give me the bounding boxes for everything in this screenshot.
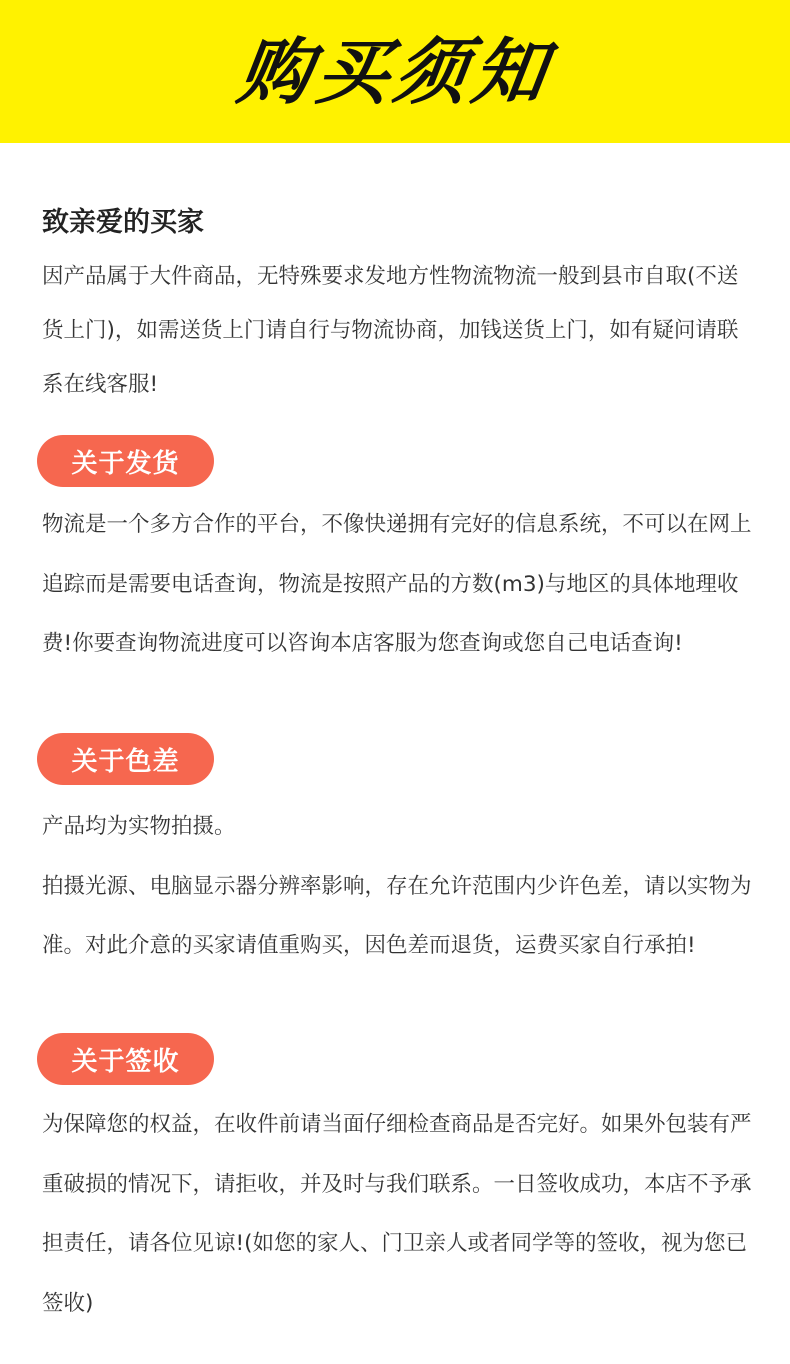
shipping-text: 物流是一个多方合作的平台，不像快递拥有完好的信息系统，不可以在网上追踪而是需要电话查询，物流是按照产品的方数(m3)与地区的具体地理收费!你要查询物流进度可以咨询本店客服为您查询或您自己电话查询! <box>42 512 752 656</box>
color-difference-paragraph: 产品均为实物拍摄。 <box>42 814 236 839</box>
header-banner <box>0 0 790 143</box>
color-difference-text <box>42 797 754 976</box>
greeting-heading: 致亲爱的买家 <box>42 207 204 238</box>
page-title: 购买须知 <box>233 29 557 114</box>
section-label-shipping: 关于发货 <box>37 435 214 487</box>
section-label-color-difference: 关于色差 <box>37 733 214 785</box>
signing-text: 为保障您的权益，在收件前请当面仔细检查商品是否完好。如果外包装有严重破损的情况下，请拒收，并及时与我们联系。一日签收成功，本店不予承担责任，请各位见谅!(如您的家人、门卫亲人或者同学等的签收，视为您已签收) <box>42 1112 752 1316</box>
intro-text: 因产品属于大件商品，无特殊要求发地方性物流物流一般到县市自取(不送货上门)，如需送货上门请自行与物流协商，加钱送货上门，如有疑问请联系在线客服! <box>42 264 739 397</box>
color-difference-paragraph: 拍摄光源、电脑显示器分辨率影响，存在允许范围内少许色差，请以实物为准。对此介意的买家请值重购买，因色差而退货，运费买家自行承拍! <box>42 873 752 958</box>
section-label-signing: 关于签收 <box>37 1033 214 1085</box>
